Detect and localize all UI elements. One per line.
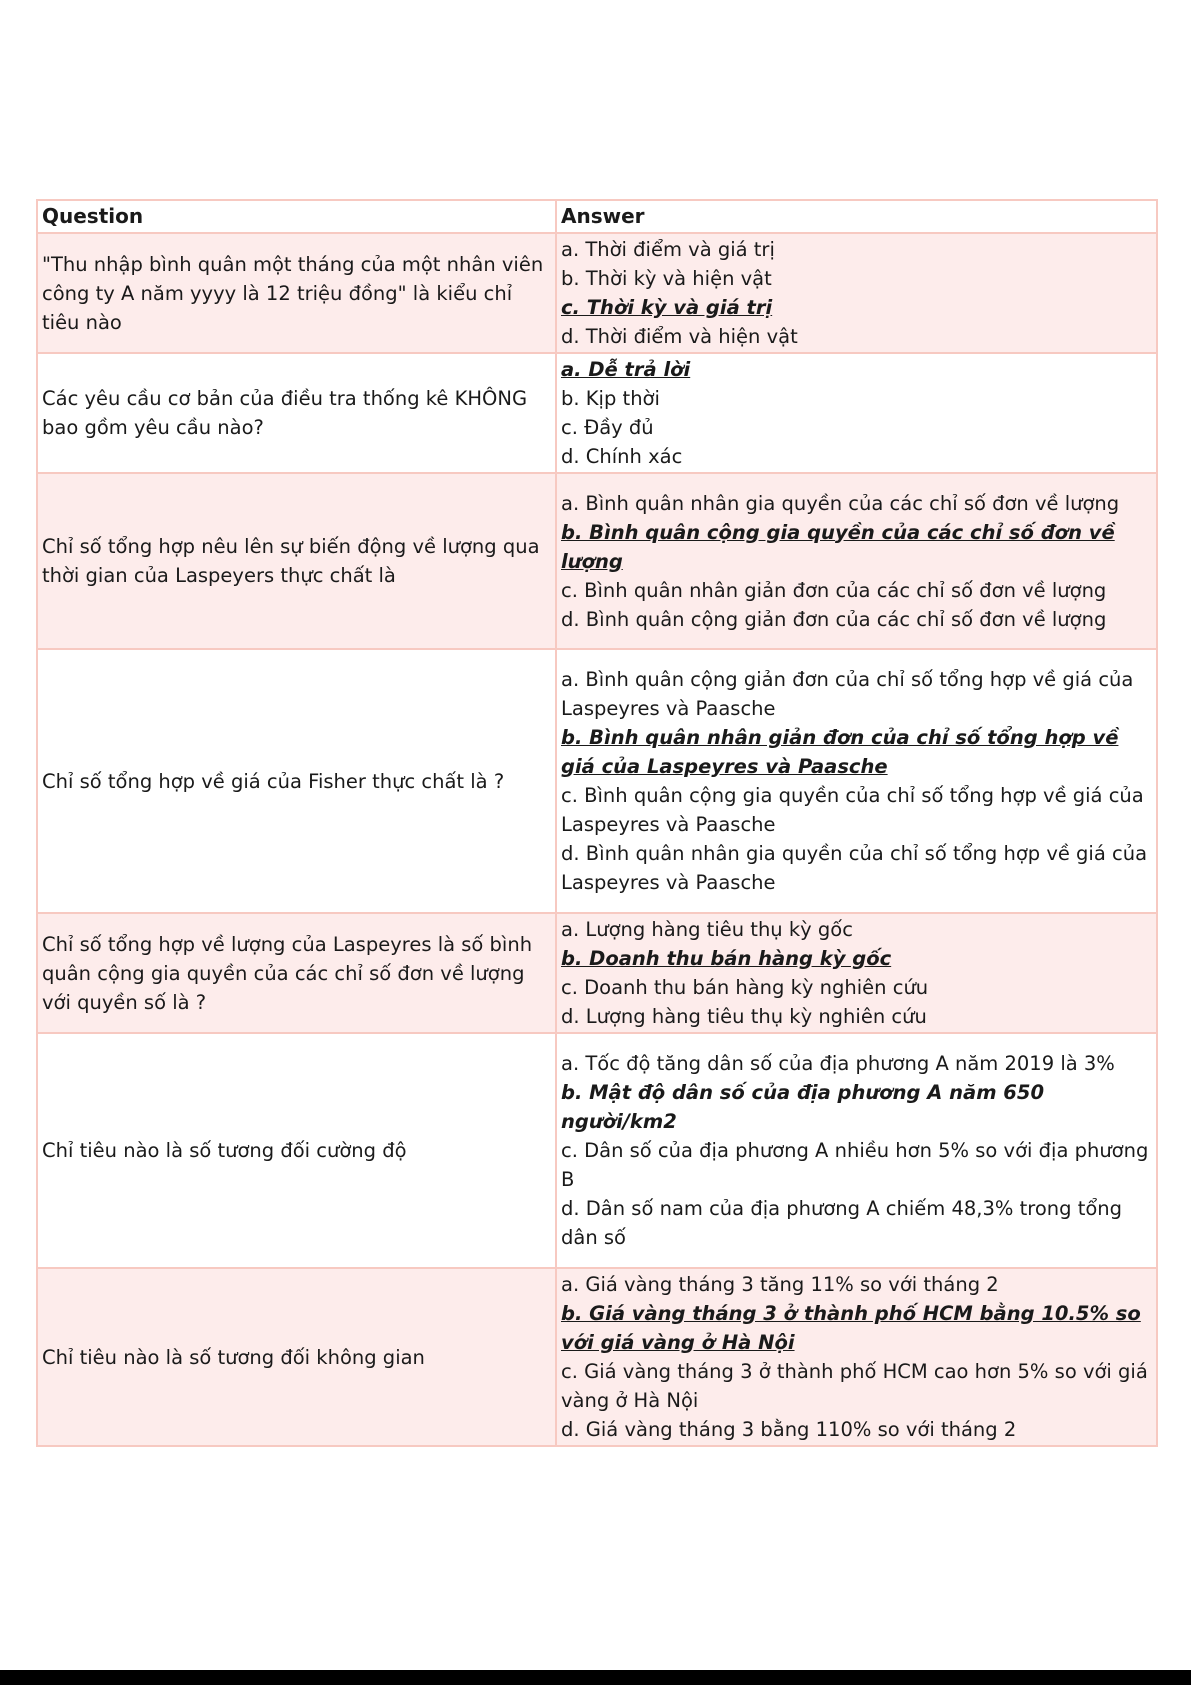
answer-header: Answer [556, 200, 1157, 233]
option-c: c. Bình quân nhân giản đơn của các chỉ số đơn về lượng [561, 578, 1107, 602]
option-c: c. Giá vàng tháng 3 ở thành phố HCM cao hơn 5% so với giá vàng ở Hà Nội [561, 1360, 1148, 1412]
option-c-correct: c. Thời kỳ và giá trị [561, 296, 773, 319]
table-row [37, 1268, 1157, 1446]
option-b-correct: b. Giá vàng tháng 3 ở thành phố HCM bằng 10.5% so với giá vàng ở Hà Nội [561, 1302, 1141, 1354]
option-b-correct: b. Bình quân cộng gia quyền của các chỉ số đơn về lượng [561, 520, 1115, 573]
option-d: d. Chính xác [561, 445, 683, 468]
option-c: c. Dân số của địa phương A nhiều hơn 5% so với địa phương B [561, 1139, 1149, 1191]
page-bottom-bar [0, 1670, 1191, 1685]
option-b-correct: b. Bình quân nhân giản đơn của chỉ số tổng hợp về giá của Laspeyres và Paasche [561, 726, 1119, 778]
answer-cell [556, 649, 1157, 913]
option-a: a. Giá vàng tháng 3 tăng 11% so với tháng 2 [561, 1273, 999, 1296]
answer-cell [556, 353, 1157, 473]
answer-cell [556, 913, 1157, 1033]
option-d: d. Lượng hàng tiêu thụ kỳ nghiên cứu [561, 1005, 927, 1028]
answer-cell [556, 233, 1157, 353]
question-cell: Các yêu cầu cơ bản của điều tra thống kê KHÔNG bao gồm yêu cầu nào? [37, 353, 556, 473]
table-row [37, 353, 1157, 473]
option-d: d. Bình quân nhân gia quyền của chỉ số tổng hợp về giá của Laspeyres và Paasche [561, 842, 1148, 894]
table-row [37, 473, 1157, 649]
option-d: d. Giá vàng tháng 3 bằng 110% so với tháng 2 [561, 1418, 1017, 1441]
option-b: b. Kịp thời [561, 387, 660, 410]
answer-cell [556, 473, 1157, 649]
option-c: c. Đầy đủ [561, 416, 654, 439]
question-header: Question [37, 200, 556, 233]
option-d: d. Dân số nam của địa phương A chiếm 48,3% trong tổng dân số [561, 1197, 1123, 1249]
option-d: d. Thời điểm và hiện vật [561, 325, 798, 348]
table-row [37, 233, 1157, 353]
question-cell: Chỉ tiêu nào là số tương đối không gian [37, 1268, 556, 1446]
question-cell: Chỉ số tổng hợp nêu lên sự biến động về lượng qua thời gian của Laspeyers thực chất là [37, 473, 556, 649]
option-d: d. Bình quân cộng giản đơn của các chỉ số đơn về lượng [561, 607, 1107, 631]
question-cell: "Thu nhập bình quân một tháng của một nhân viên công ty A năm yyyy là 12 triệu đồng" là kiểu chỉ tiêu nào [37, 233, 556, 353]
option-a: a. Bình quân cộng giản đơn của chỉ số tổng hợp về giá của Laspeyres và Paasche [561, 668, 1134, 720]
table-row [37, 1033, 1157, 1268]
option-a: a. Lượng hàng tiêu thụ kỳ gốc [561, 918, 853, 941]
header-row [37, 200, 1157, 233]
question-cell: Chỉ số tổng hợp về lượng của Laspeyres là số bình quân cộng gia quyền của các chỉ số đơn về lượng với quyền số là ? [37, 913, 556, 1033]
option-b-correct: b. Doanh thu bán hàng kỳ gốc [561, 947, 892, 970]
option-a: a. Tốc độ tăng dân số của địa phương A năm 2019 là 3% [561, 1052, 1115, 1075]
table-row [37, 649, 1157, 913]
quiz-table [36, 199, 1158, 1447]
answer-cell [556, 1033, 1157, 1268]
option-a: a. Bình quân nhân gia quyền của các chỉ số đơn về lượng [561, 491, 1120, 515]
option-b: b. Thời kỳ và hiện vật [561, 267, 772, 290]
question-cell: Chỉ số tổng hợp về giá của Fisher thực chất là ? [37, 649, 556, 913]
option-c: c. Doanh thu bán hàng kỳ nghiên cứu [561, 976, 929, 999]
option-a: a. Thời điểm và giá trị [561, 238, 775, 261]
option-a-correct: a. Dễ trả lời [561, 358, 691, 381]
option-c: c. Bình quân cộng gia quyền của chỉ số tổng hợp về giá của Laspeyres và Paasche [561, 784, 1144, 836]
question-cell: Chỉ tiêu nào là số tương đối cường độ [37, 1033, 556, 1268]
option-b-correct: b. Mật độ dân số của địa phương A năm 650 người/km2 [561, 1081, 1045, 1133]
table-row [37, 913, 1157, 1033]
answer-cell [556, 1268, 1157, 1446]
